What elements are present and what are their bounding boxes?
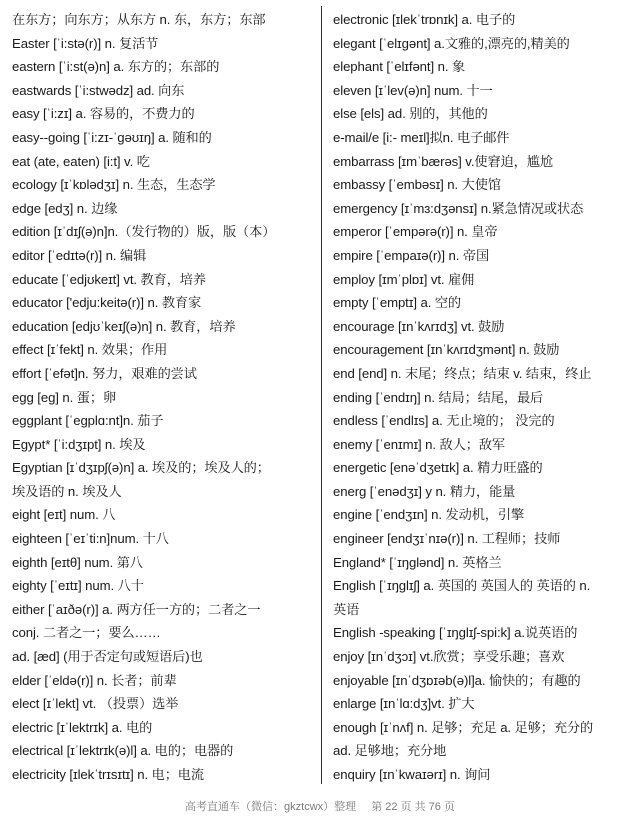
vocab-entry: enjoy [ɪnˈdʒɔɪ] vt.欣赏；享受乐趣；喜欢 [333, 649, 565, 665]
vocab-entry: education [edjʊˈkeɪʃ(ə)n] n. 教育，培养 [12, 318, 236, 334]
vocab-entry: conj. 二者之一；要么…… [12, 625, 161, 641]
vocab-entry: edition [ɪˈdɪʃ(ə)n]n.（发行物的）版，版（本） [12, 224, 276, 240]
vocab-entry: educator ['edju:keitə(r)] n. 教育家 [12, 295, 202, 311]
vocab-entry: edge [edʒ] n. 边缘 [12, 200, 118, 216]
vocab-entry: empire [ˈempaɪə(r)] n. 帝国 [333, 247, 490, 263]
vocab-entry: either [ˈaɪðə(r)] a. 两方任一方的；二者之一 [12, 601, 261, 617]
vocab-entry: ending [ˈendɪŋ] n. 结局；结尾，最后 [333, 389, 544, 405]
vocab-entry: Easter [ˈi:stə(r)] n. 复活节 [12, 35, 159, 51]
vocab-entry: eggplant [ˈegplɑ:nt]n. 茄子 [12, 413, 164, 429]
vocab-entry: enough [ɪˈnʌf] n. 足够；充足 a. 足够；充分的 [333, 719, 594, 735]
vocab-entry: emergency [ɪˈmɜ:dʒənsɪ] n.紧急情况或状态 [333, 200, 584, 216]
vocab-entry: eastern [ˈi:st(ə)n] a. 东方的；东部的 [12, 59, 220, 75]
vocab-entry: ad. 足够地；充分地 [333, 743, 447, 759]
vocab-entry: eight [eɪt] num. 八 [12, 507, 116, 523]
vocab-entry: 英语 [333, 601, 360, 617]
vocab-entry: elder [ˈeldə(r)] n. 长者；前辈 [12, 672, 177, 688]
vocab-entry: eighteen [ˈeɪˈti:n]num. 十八 [12, 531, 169, 547]
vocab-entry: England* [ˈɪŋglənd] n. 英格兰 [333, 554, 502, 570]
vocab-entry: encourage [ɪnˈkʌrɪdʒ] vt. 鼓励 [333, 318, 505, 334]
page-footer [0, 798, 640, 814]
vocab-entry: else [els] ad. 别的，其他的 [333, 106, 488, 122]
vocab-entry: eastwards [ˈi:stwədz] ad. 向东 [12, 82, 185, 98]
vocab-entry: ecology [ɪˈkɒlədʒɪ] n. 生态，生态学 [12, 177, 216, 193]
vocab-entry: enlarge [ɪnˈlɑ:dʒ]vt. 扩大 [333, 696, 475, 712]
vocab-entry: energetic [enəˈdʒetɪk] a. 精力旺盛的 [333, 460, 543, 476]
vocab-entry: elect [ɪˈlekt] vt. （投票）选举 [12, 696, 179, 712]
vocab-entry: electrical [ɪˈlektrɪk(ə)l] a. 电的；电器的 [12, 743, 234, 759]
vocab-entry: emperor [ˈempərə(r)] n. 皇帝 [333, 224, 498, 240]
vocab-entry: English [ˈɪŋglɪʃ] a. 英国的 英国人的 英语的 n. [333, 578, 591, 594]
vocab-entry: eighth [eɪtθ] num. 第八 [12, 554, 143, 570]
vocab-entry: educate [ˈedjʊkeɪt] vt. 教育，培养 [12, 271, 206, 287]
vocab-entry: enjoyable [ɪnˈdʒɒɪəb(ə)l]a. 愉快的；有趣的 [333, 672, 581, 688]
vocab-entry: engine [ˈendʒɪn] n. 发动机，引擎 [333, 507, 525, 523]
vocab-entry: eleven [ɪˈlev(ə)n] num. 十一 [333, 82, 493, 98]
vocab-entry: elephant [ˈelɪfənt] n. 象 [333, 59, 466, 75]
vocab-entry: effort [ˈefət]n. 努力，艰难的尝试 [12, 365, 197, 381]
vocab-entry: Egypt* [ˈi:dʒɪpt] n. 埃及 [12, 436, 146, 452]
footer-source: 高考直通车（微信：gkztcwx）整理 [185, 801, 357, 813]
vocab-entry: Egyptian [ɪˈdʒɪpʃ(ə)n] a. 埃及的；埃及人的； [12, 460, 270, 476]
vocab-entry: 在东方；向东方；从东方 n. 东，东方；东部 [12, 12, 266, 27]
left-column [12, 8, 322, 787]
vocab-entry: endless [ˈendlɪs] a. 无止境的； 没完的 [333, 413, 555, 429]
vocab-entry: enquiry [ɪnˈkwaɪərɪ] n. 询问 [333, 767, 491, 782]
vocab-entry: enemy [ˈenɪmɪ] n. 敌人；敌军 [333, 436, 505, 452]
vocab-entry: employ [ɪmˈplɒɪ] vt. 雇佣 [333, 271, 475, 287]
vocab-entry: end [end] n. 末尾；终点；结束 v. 结束，终止 [333, 365, 592, 381]
vocab-entry: electricity [ɪlekˈtrɪsɪtɪ] n. 电；电流 [12, 767, 204, 782]
vocab-entry: e-mail/e [i:- meɪl]拟n. 电子邮件 [333, 129, 510, 145]
vocab-entry: electronic [ɪlekˈtrɒnɪk] a. 电子的 [333, 12, 516, 27]
footer-page-number: 第 22 页 共 76 页 [371, 801, 455, 813]
vocab-entry: encouragement [ɪnˈkʌrɪdʒmənt] n. 鼓励 [333, 342, 560, 358]
vocab-entry: ad. [æd] (用于否定句或短语后)也 [12, 649, 203, 665]
vocab-entry: energ [ˈenədʒɪ] y n. 精力，能量 [333, 483, 516, 499]
vocab-entry: easy [ˈi:zɪ] a. 容易的，不费力的 [12, 106, 195, 122]
vocab-entry: eat (ate, eaten) [i:t] v. 吃 [12, 153, 150, 169]
vocab-entry: engineer [endʒɪˈnɪə(r)] n. 工程师；技师 [333, 531, 561, 547]
right-column [333, 8, 633, 787]
vocab-entry: empty [ˈemptɪ] a. 空的 [333, 295, 462, 311]
vocab-entry: easy--going [ˈi:zɪ-ˈgəʊɪŋ] a. 随和的 [12, 129, 212, 145]
vocab-entry: editor [ˈedɪtə(r)] n. 编辑 [12, 247, 147, 263]
vocab-entry: electric [ɪˈlektrɪk] a. 电的 [12, 719, 153, 735]
vocab-entry: 埃及语的 n. 埃及人 [12, 483, 122, 499]
vocab-entry: effect [ɪˈfekt] n. 效果；作用 [12, 342, 168, 358]
column-divider [321, 6, 322, 784]
vocab-entry: elegant [ˈelɪgənt] a.文雅的,漂亮的,精美的 [333, 35, 570, 51]
vocab-entry: eighty [ˈeɪtɪ] num. 八十 [12, 578, 144, 594]
vocab-entry: embarrass [ɪmˈbærəs] v.使窘迫，尴尬 [333, 153, 553, 169]
vocab-entry: embassy [ˈembəsɪ] n. 大使馆 [333, 177, 501, 193]
vocab-entry: English -speaking [ˈɪŋglɪʃ-spi:k] a.说英语的 [333, 625, 578, 641]
vocab-entry: egg [eg] n. 蛋；卵 [12, 389, 117, 405]
